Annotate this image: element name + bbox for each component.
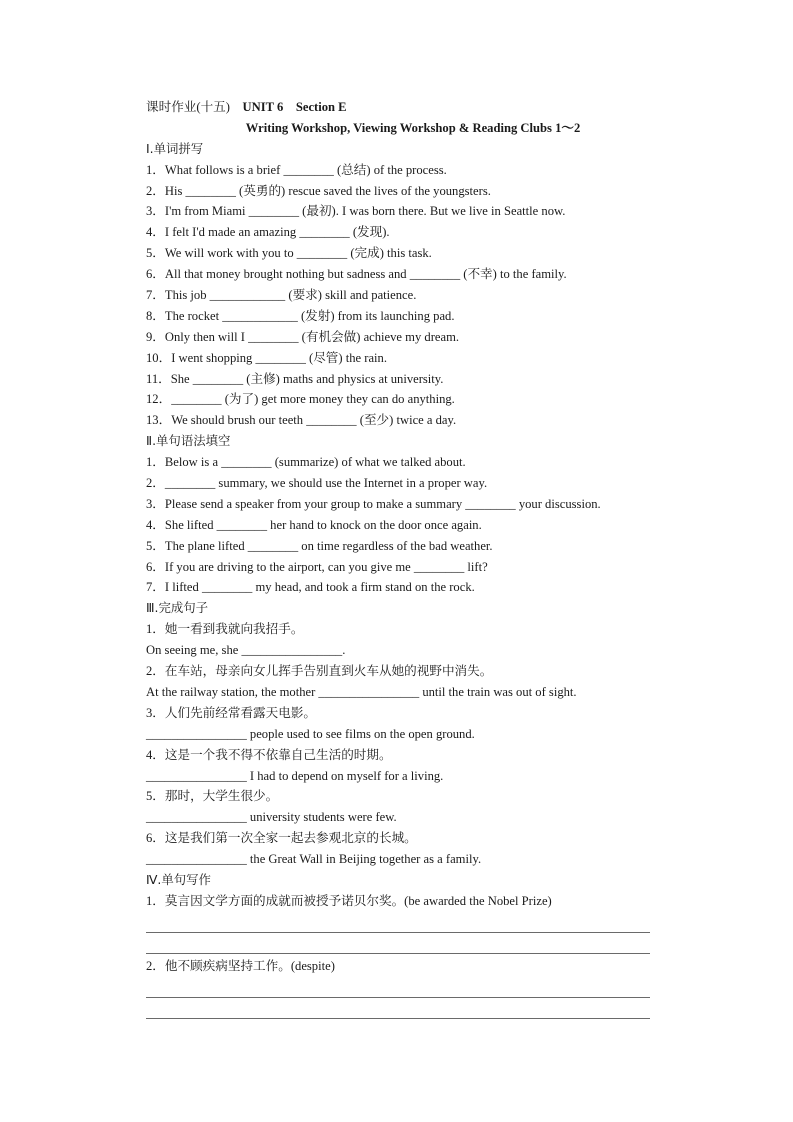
answer-writing-line[interactable] <box>146 977 650 998</box>
exercise-item: 5．We will work with you to ________ (完成) this task. <box>146 246 432 261</box>
exercise-prompt: 2．在车站，母亲向女儿挥手告别直到火车从她的视野中消失。 <box>146 664 493 679</box>
exercise-item: 6．All that money brought nothing but sadness and ________ (不幸) to the family. <box>146 267 567 282</box>
exercise-item: 2．________ summary, we should use the Internet in a proper way. <box>146 476 488 491</box>
exercise-item: 4．She lifted ________ her hand to knock on the door once again. <box>146 517 482 532</box>
section-heading-sentence-completion: Ⅲ.完成句子 <box>146 600 209 616</box>
exercise-item: 12．________ (为了) get more money they can do anything. <box>146 392 455 407</box>
exercise-item: 3．Please send a speaker from your group to make a summary ________ your discussion. <box>146 496 601 511</box>
exercise-item: 2．His ________ (英勇的) rescue saved the lives of the youngsters. <box>146 183 491 198</box>
exercise-item: 13．We should brush our teeth ________ (至少) twice a day. <box>146 413 457 428</box>
exercise-item: 1．What follows is a brief ________ (总结) of the process. <box>146 162 447 177</box>
exercise-answer: At the railway station, the mother ________________ until the train was out of sight. <box>146 684 577 699</box>
exercise-prompt: 1．她一看到我就向我招手。 <box>146 622 304 637</box>
exercise-answer: ________________ I had to depend on myself for a living. <box>146 768 444 783</box>
exercise-item: 11．She ________ (主修) maths and physics at university. <box>146 371 444 386</box>
section-heading-grammar: Ⅱ.单句语法填空 <box>146 433 231 449</box>
worksheet-header <box>146 97 650 118</box>
answer-writing-line[interactable] <box>146 933 650 954</box>
exercise-item: 7．This job ____________ (要求) skill and patience. <box>146 288 417 303</box>
exercise-prompt: 1．莫言因文学方面的成就而被授予诺贝尔奖。(be awarded the Nobel Prize) <box>146 893 552 908</box>
header-section: Section E <box>295 100 347 114</box>
exercise-prompt: 2．他不顾疾病坚持工作。(despite) <box>146 958 335 973</box>
exercise-prompt: 3．人们先前经常看露天电影。 <box>146 705 317 720</box>
exercise-item: 8．The rocket ____________ (发射) from its launching pad. <box>146 308 455 323</box>
exercise-prompt: 4．这是一个我不得不依靠自己生活的时期。 <box>146 747 392 762</box>
section-heading-vocabulary: Ⅰ.单词拼写 <box>146 140 204 156</box>
exercise-item: 6．If you are driving to the airport, can you give me ________ lift? <box>146 559 488 574</box>
exercise-answer: ________________ university students were few. <box>146 810 397 825</box>
answer-writing-line[interactable] <box>146 998 650 1019</box>
exercise-answer: On seeing me, she ________________. <box>146 643 346 658</box>
exercise-answer: ________________ people used to see films on the open ground. <box>146 726 475 741</box>
exercise-item: 5．The plane lifted ________ on time regardless of the bad weather. <box>146 538 493 553</box>
header-unit: UNIT 6 <box>242 100 284 114</box>
exercise-prompt: 6．这是我们第一次全家一起去参观北京的长城。 <box>146 831 417 846</box>
exercise-item: 1．Below is a ________ (summarize) of what we talked about. <box>146 455 466 470</box>
exercise-answer: ________________ the Great Wall in Beijing together as a family. <box>146 852 482 867</box>
exercise-item: 3．I'm from Miami ________ (最初). I was born there. But we live in Seattle now. <box>146 204 566 219</box>
worksheet <box>146 97 650 1019</box>
worksheet-subtitle: Writing Workshop, Viewing Workshop & Reading Clubs 1～2 <box>245 120 581 135</box>
section-heading-sentence-writing: Ⅳ.单句写作 <box>146 871 211 887</box>
exercise-item: 9．Only then will I ________ (有机会做) achieve my dream. <box>146 329 460 344</box>
header-prefix: 课时作业(十五) <box>146 100 230 114</box>
exercise-item: 10．I went shopping ________ (尽管) the rain. <box>146 350 387 365</box>
exercise-item: 7．I lifted ________ my head, and took a firm stand on the rock. <box>146 580 475 595</box>
exercise-prompt: 5．那时，大学生很少。 <box>146 789 279 804</box>
answer-writing-line[interactable] <box>146 912 650 933</box>
exercise-item: 4．I felt I'd made an amazing ________ (发现). <box>146 225 390 240</box>
